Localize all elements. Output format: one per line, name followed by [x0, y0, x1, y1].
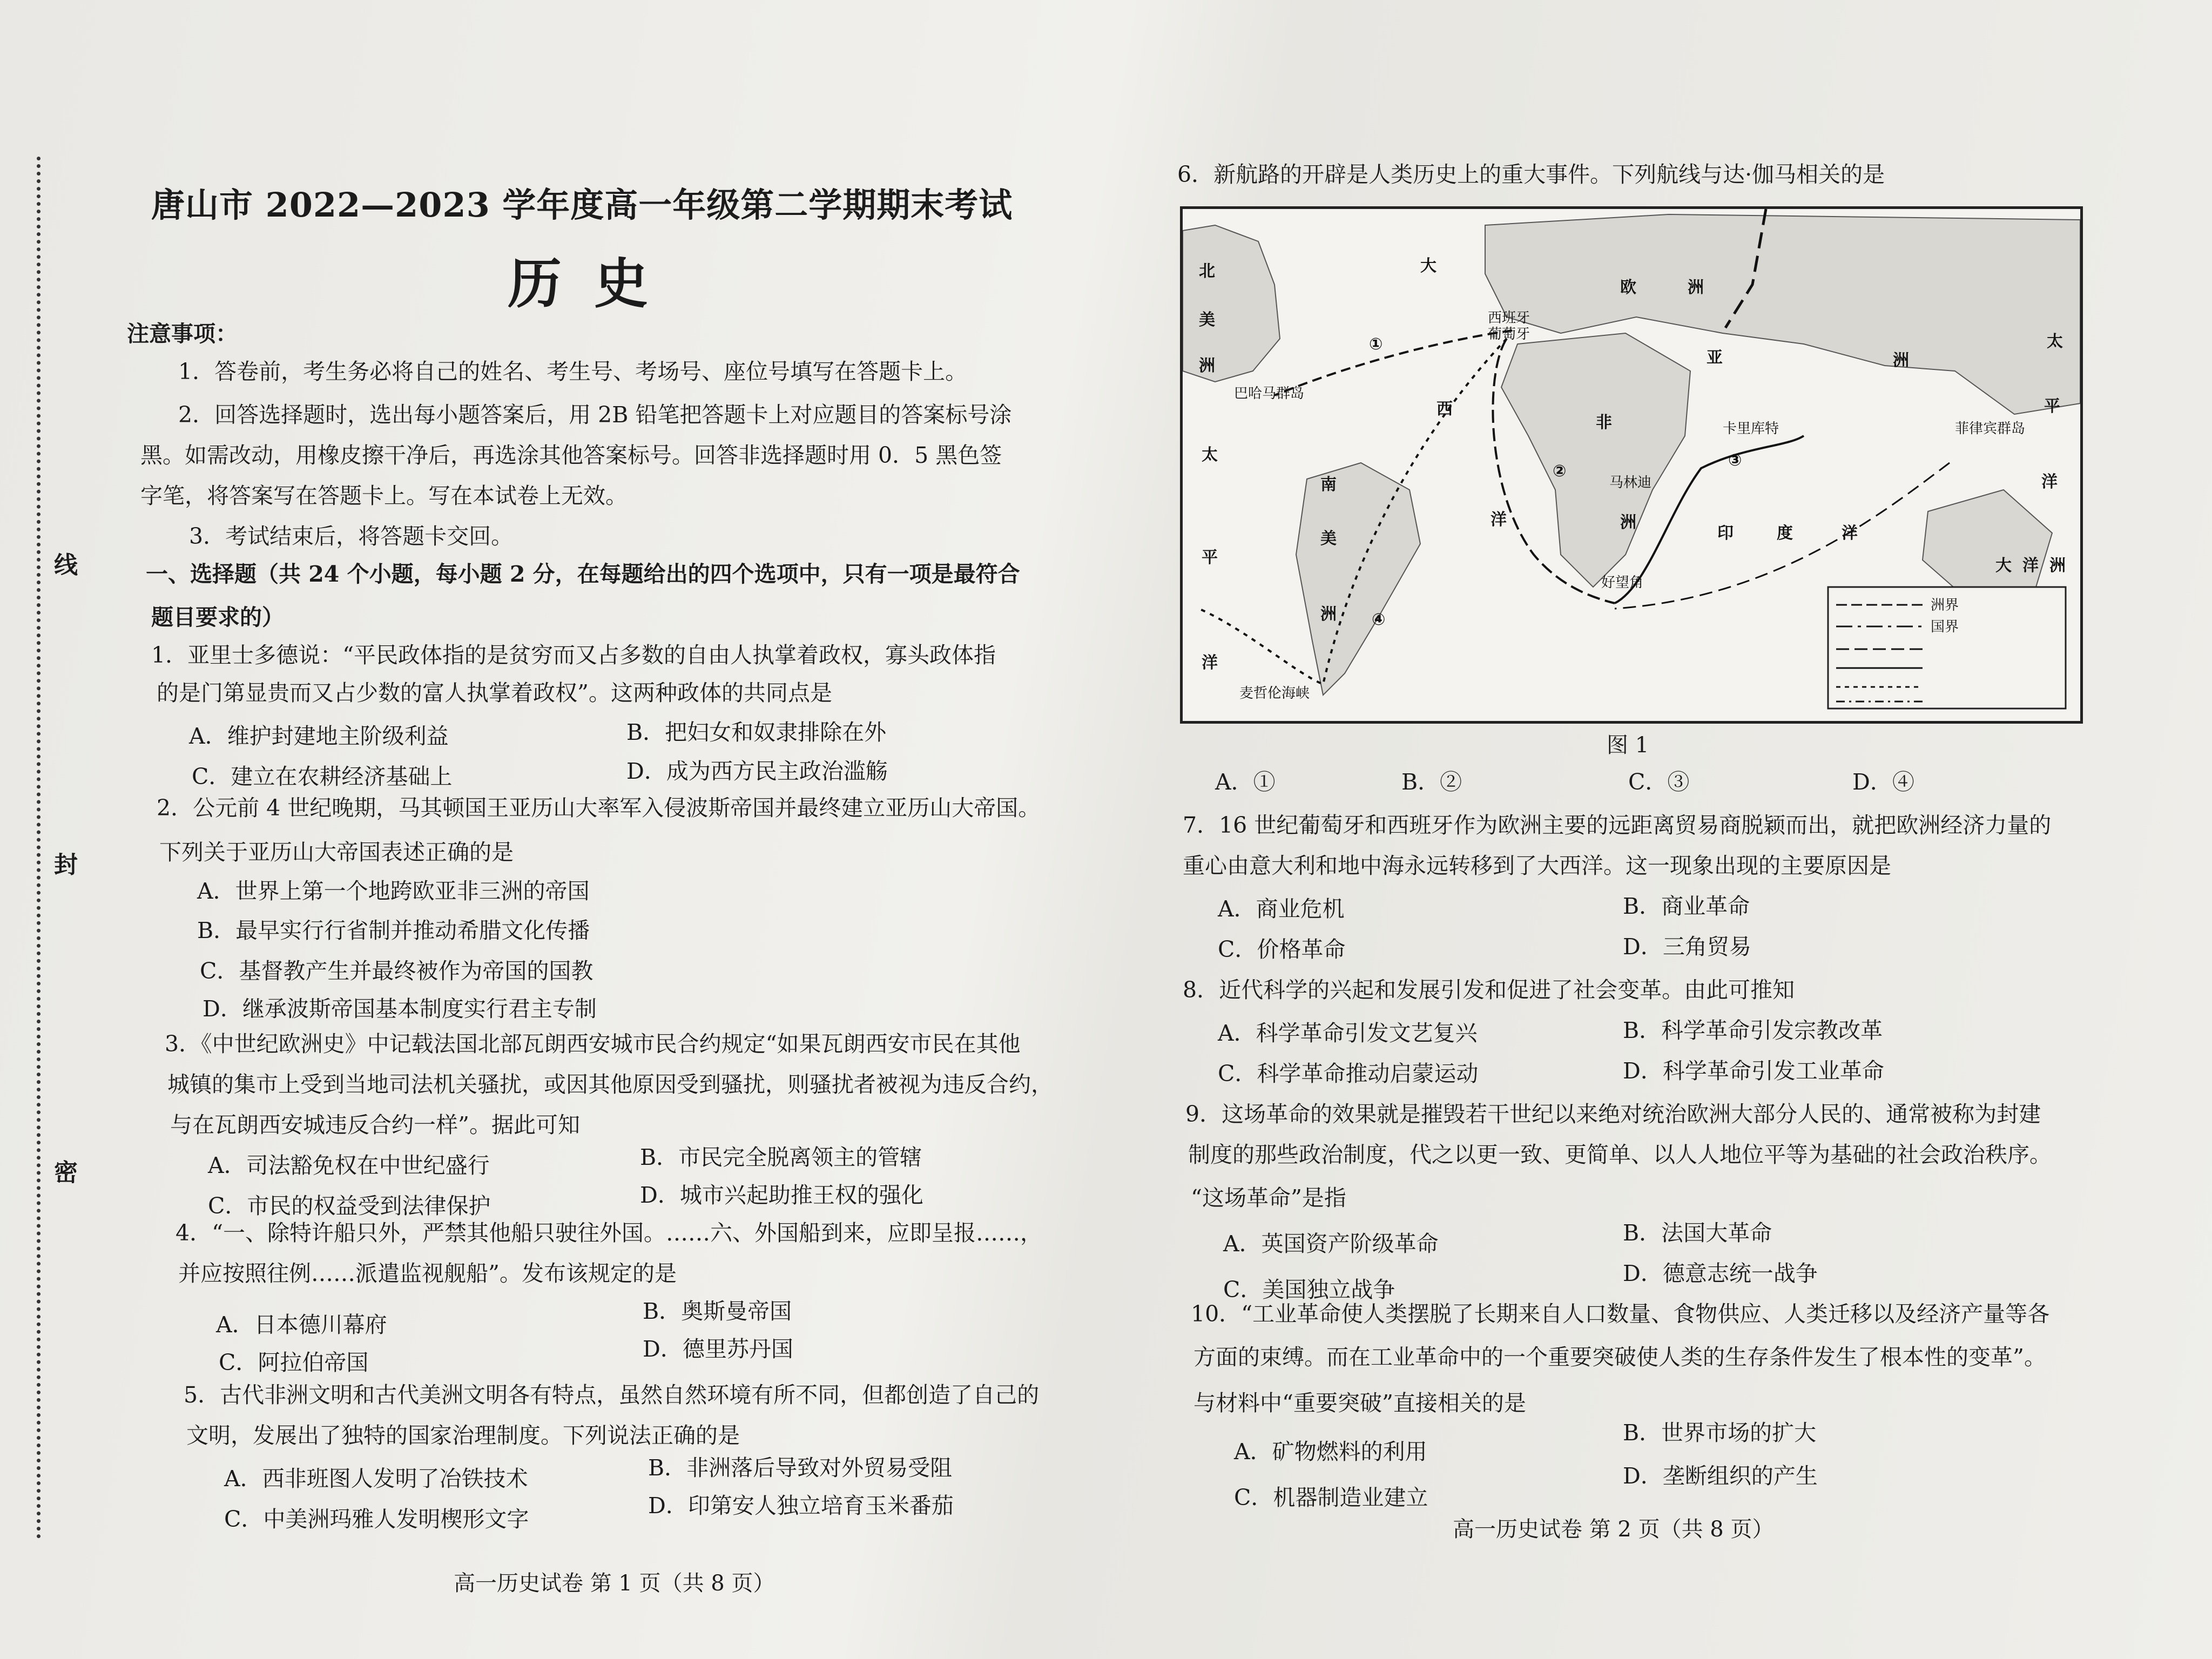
binding-label: 密 — [54, 1159, 78, 1186]
binding-label: 封 — [54, 851, 78, 879]
option-c: C．科学革命推动启蒙运动 — [1218, 1061, 1479, 1087]
option-d: D．④ — [1852, 769, 1914, 795]
route-mark-3: ③ — [1728, 451, 1742, 470]
notice-line: 1．答卷前，考生务必将自己的姓名、考生号、考场号、座位号填写在答题卡上。 — [178, 359, 968, 385]
option-a: A．世界上第一个地跨欧亚非三洲的帝国 — [197, 878, 590, 904]
map-label-spain-portugal: 西班牙 — [1488, 310, 1530, 326]
route-mark-1: ① — [1369, 335, 1383, 354]
question-stem: 7．16 世纪葡萄牙和西班牙作为欧洲主要的远距离贸易商脱颖而出，就把欧洲经济力量的 — [1183, 812, 2052, 838]
map-label-pacific-left: 洋 — [1202, 653, 1218, 672]
question-stem: 文明，发展出了独特的国家治理制度。下列说法正确的是 — [186, 1422, 740, 1448]
option-d: D．科学革命引发工业革命 — [1623, 1058, 1884, 1084]
map-label-north-america: 美 — [1199, 311, 1215, 329]
question-stem: 1．亚里士多德说：“平民政体指的是贫穷而又占多数的自由人执掌着政权，寡头政体指 — [151, 642, 996, 668]
option-d: D．城市兴起助推王权的强化 — [640, 1182, 923, 1208]
notice-line: 黑。如需改动，用橡皮擦干净后，再选涂其他答案标号。回答非选择题时用 0．5 黑色签 — [140, 442, 1002, 468]
map-svg — [1183, 209, 2080, 721]
option-b: B．非洲落后导致对外贸易受阻 — [648, 1455, 953, 1481]
map-label-south-america: 南 — [1320, 475, 1337, 494]
option-c: C．③ — [1628, 769, 1690, 795]
map-label-pacific-left: 平 — [1202, 548, 1218, 567]
option-d: D．德里苏丹国 — [643, 1336, 793, 1362]
map-label-oceania: 大 — [1995, 556, 2012, 575]
map-label-indian-ocean: 度 — [1777, 524, 1793, 543]
map-label-africa: 非 — [1596, 413, 1612, 432]
section-heading: 题目要求的） — [151, 604, 284, 630]
option-c: C．基督教产生并最终被作为帝国的国教 — [200, 958, 594, 984]
option-b: B．市民完全脱离领主的管辖 — [640, 1144, 922, 1170]
binding-label: 线 — [54, 551, 78, 579]
question-stem: 10．“工业革命使人类摆脱了长期来自人口数量、食物供应、人类迁移以及经济产量等各 — [1191, 1301, 2050, 1327]
option-c: C．阿拉伯帝国 — [219, 1350, 369, 1375]
option-b: B．科学革命引发宗教改革 — [1623, 1017, 1883, 1043]
question-stem: 3．《中世纪欧洲史》中记载法国北部瓦朗西安城市民合约规定“如果瓦朗西安市民在其他 — [165, 1031, 1021, 1057]
option-b: B．法国大革命 — [1623, 1220, 1772, 1246]
legend-label-country: 国界 — [1931, 619, 1959, 635]
option-a: A．日本德川幕府 — [216, 1312, 387, 1338]
legend-label-continent: 洲界 — [1931, 597, 1959, 613]
option-d: D．三角贸易 — [1623, 934, 1751, 960]
map-label-bahamas: 巴哈马群岛 — [1234, 386, 1305, 402]
binding-dotted-line — [37, 157, 41, 1539]
map-label-north-america: 北 — [1199, 262, 1215, 281]
option-c: C．建立在农耕经济基础上 — [192, 764, 453, 790]
map-label-pacific-right: 平 — [2044, 397, 2060, 416]
map-label-pacific-right: 太 — [2047, 332, 2063, 351]
option-b: B．把妇女和奴隶排除在外 — [626, 719, 887, 745]
map-label-oceania: 洲 — [2049, 556, 2066, 575]
question-stem: 的是门第显贵而又占少数的富人执掌着政权”。这两种政体的共同点是 — [157, 680, 832, 706]
question-stem: 5．古代非洲文明和古代美洲文明各有特点，虽然自然环境有所不同，但都创造了自己的 — [184, 1382, 1040, 1408]
option-d: D．垄断组织的产生 — [1623, 1463, 1818, 1489]
map-label-pacific-right: 洋 — [2041, 473, 2058, 491]
option-d: D．继承波斯帝国基本制度实行君主专制 — [203, 996, 597, 1022]
option-a: A．科学革命引发文艺复兴 — [1218, 1020, 1478, 1046]
route-mark-2: ② — [1553, 462, 1567, 481]
map-label-north-america: 洲 — [1199, 356, 1215, 375]
figure-caption: 图 1 — [1607, 733, 1649, 758]
option-d: D．德意志统一战争 — [1623, 1260, 1818, 1286]
option-b: B．商业革命 — [1623, 893, 1750, 919]
map-label-philippines: 菲律宾群岛 — [1955, 421, 2026, 437]
map-label-cape: 好望角 — [1601, 575, 1644, 591]
page-footer: 高一历史试卷 第 2 页（共 8 页） — [1453, 1517, 1774, 1542]
map-label-europe: 洲 — [1688, 278, 1704, 297]
map-label-yang: 洋 — [1491, 510, 1507, 529]
map-land-africa — [1501, 333, 1690, 587]
map-label-malindi: 马林迪 — [1609, 475, 1652, 491]
map-label-africa: 洲 — [1620, 513, 1636, 532]
route-mark-4: ④ — [1372, 610, 1386, 629]
map-label-pacific-left: 太 — [1202, 446, 1218, 464]
option-d: D．成为西方民主政治滥觞 — [626, 758, 888, 784]
section-heading: 一、选择题（共 24 个小题，每小题 2 分，在每题给出的四个选项中，只有一项是最符合 — [146, 561, 1020, 587]
option-c: C．价格革命 — [1218, 936, 1346, 962]
question-stem: 与在瓦朗西安城违反合约一样”。据此可知 — [170, 1112, 580, 1138]
question-stem: 制度的那些政治制度，代之以更一致、更简单、以人人地位平等为基础的社会政治秩序。 — [1188, 1142, 2052, 1168]
question-stem: 方面的束缚。而在工业革命中的一个重要突破使人类的生存条件发生了根本性的变革”。 — [1193, 1344, 2046, 1370]
option-c: C．中美洲玛雅人发明楔形文字 — [224, 1506, 529, 1532]
option-a: A．① — [1215, 769, 1276, 795]
question-stem: 与材料中“重要突破”直接相关的是 — [1193, 1390, 1526, 1416]
question-stem: 2．公元前 4 世纪晚期，马其顿国王亚历山大率军入侵波斯帝国并最终建立亚历山大帝国。 — [157, 795, 1041, 821]
map-label-calicut: 卡里库特 — [1723, 421, 1779, 437]
option-b: B．最早实行行省制并推动希腊文化传播 — [197, 918, 590, 943]
question-stem: 重心由意大利和地中海永远转移到了大西洋。这一现象出现的主要原因是 — [1183, 853, 1891, 879]
option-c: C．市民的权益受到法律保护 — [208, 1193, 491, 1219]
map-label-da: 大 — [1420, 257, 1437, 275]
option-a: A．维护封建地主阶级利益 — [189, 723, 449, 749]
notice-line: 2．回答选择题时，选出每小题答案后，用 2B 铅笔把答题卡上对应题目的答案标号涂 — [178, 402, 1012, 428]
option-b: B．奥斯曼帝国 — [643, 1298, 792, 1324]
map-land-australia — [1923, 490, 2052, 598]
exam-title: 唐山市 2022—2023 学年度高一年级第二学期期末考试 — [151, 185, 1013, 225]
map-land-south-america — [1296, 463, 1420, 695]
notice-heading: 注意事项： — [127, 321, 238, 347]
map-label-south-america: 美 — [1320, 529, 1337, 548]
map-land-north-america — [1183, 225, 1280, 382]
question-stem: 并应按照往例……派遣监视舰船”。发布该规定的是 — [178, 1260, 677, 1286]
map-label-south-america: 洲 — [1320, 605, 1337, 624]
notice-line: 3．考试结束后，将答题卡交回。 — [189, 523, 514, 549]
question-stem: 4．“一、除特许船只外，严禁其他船只驶往外国。……六、外国船到来，应即呈报……， — [176, 1220, 1043, 1246]
notice-line: 字笔，将答案写在答题卡上。写在本试卷上无效。 — [140, 483, 628, 509]
map-label-oceania: 洋 — [2022, 556, 2039, 575]
question-stem: 8．近代科学的兴起和发展引发和促进了社会变革。由此可推知 — [1183, 977, 1795, 1003]
question-stem: 9．这场革命的效果就是摧毁若干世纪以来绝对统治欧洲大部分人民的、通常被称为封建 — [1185, 1101, 2041, 1127]
option-a: A．英国资产阶级革命 — [1223, 1231, 1439, 1257]
map-label-asia: 亚 — [1707, 348, 1723, 367]
option-b: B．② — [1401, 769, 1462, 795]
new-route-map — [1180, 206, 2083, 724]
map-label-xi: 西 — [1437, 400, 1453, 419]
map-label-asia: 洲 — [1893, 351, 1909, 370]
option-a: A．商业危机 — [1218, 896, 1345, 922]
question-stem: 城镇的集市上受到当地司法机关骚扰，或因其他原因受到骚扰，则骚扰者被视为违反合约， — [167, 1071, 1053, 1097]
map-label-europe: 欧 — [1620, 278, 1636, 297]
map-label-spain-portugal: 葡萄牙 — [1488, 326, 1530, 342]
map-label-magellan: 麦哲伦海峡 — [1239, 685, 1310, 702]
subject-title: 历史 — [508, 252, 680, 315]
question-stem: “这场革命”是指 — [1191, 1185, 1346, 1211]
option-c: C．美国独立战争 — [1223, 1277, 1395, 1303]
option-d: D．印第安人独立培育玉米番茄 — [648, 1493, 954, 1519]
map-label-indian-ocean: 印 — [1717, 524, 1734, 543]
question-stem: 下列关于亚历山大帝国表述正确的是 — [159, 839, 514, 865]
option-a: A．西非班图人发明了冶铁技术 — [224, 1466, 528, 1492]
option-c: C．机器制造业建立 — [1234, 1485, 1428, 1510]
question-stem: 6．新航路的开辟是人类历史上的重大事件。下列航线与达·伽马相关的是 — [1177, 161, 1885, 187]
page-footer: 高一历史试卷 第 1 页（共 8 页） — [454, 1571, 775, 1596]
map-label-indian-ocean: 洋 — [1842, 524, 1858, 543]
option-a: A．司法豁免权在中世纪盛行 — [208, 1152, 490, 1178]
route-1-line — [1274, 331, 1512, 395]
option-a: A．矿物燃料的利用 — [1234, 1439, 1427, 1465]
option-b: B．世界市场的扩大 — [1623, 1420, 1817, 1446]
